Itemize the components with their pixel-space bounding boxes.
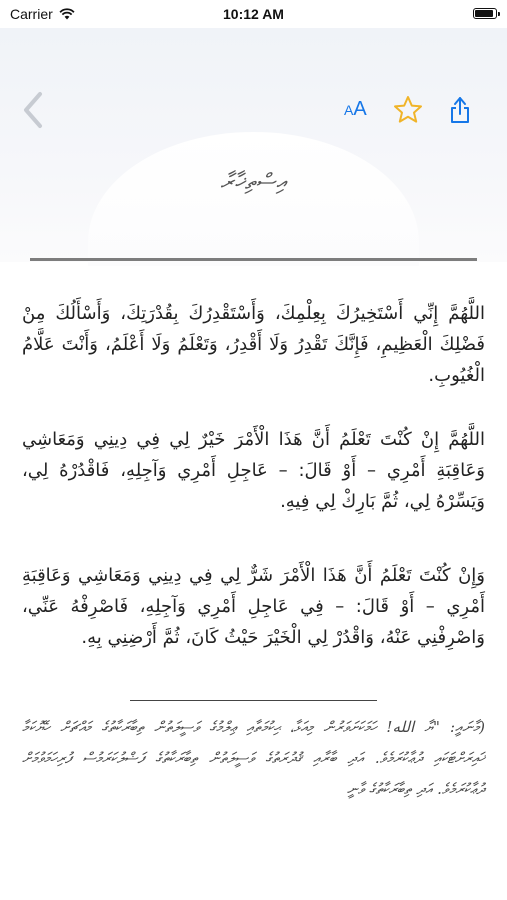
dua-title: އިސްތިޚާރާ — [220, 170, 287, 195]
clock: 10:12 AM — [223, 6, 284, 22]
status-bar — [0, 0, 507, 28]
dua-arabic-paragraph-3: وَإِنْ كُنْتَ تَعْلَمُ أَنَّ هَذَا الْأَمْرَ شَرٌّ لِي فِي دِينِي وَمَعَاشِي وَعَاقِبَةِ أَمْرِي – أَوْ قَالَ: – فِي عَاجِلِ أَمْرِي وَآجِلِهِ، فَاصْرِفْهُ عَنِّي، وَاصْرِفْنِي عَنْهُ، وَاقْدُرْ لِي الْخَيْرَ حَيْثُ كَانَ، ثُمَّ أَرْضِنِي بِهِ. — [22, 565, 485, 648]
text-size-label-big: A — [353, 98, 367, 120]
text-size-button[interactable] — [344, 98, 367, 121]
text-size-label-small: A — [344, 102, 354, 118]
favorite-button[interactable] — [392, 94, 424, 126]
chevron-left-icon — [14, 88, 50, 132]
battery-level-fill — [475, 10, 493, 17]
back-button[interactable] — [14, 88, 50, 132]
dua-arabic-paragraph-1: اللَّهُمَّ إِنِّي أَسْتَخِيرُكَ بِعِلْمِكَ، وَأَسْتَقْدِرُكَ بِقُدْرَتِكَ، وَأَسْأَلُكَ مِنْ فَضْلِكَ الْعَظِيمِ، فَإِنَّكَ تَقْدِرُ وَلَا أَقْدِرُ، وَتَعْلَمُ وَلَا أَعْلَمُ، وَأَنْتَ عَلَّامُ الْغُيُوبِ. — [22, 303, 485, 386]
title-divider — [30, 258, 477, 261]
battery-icon — [473, 8, 497, 19]
dua-arabic-paragraph-2: اللَّهُمَّ إِنْ كُنْتَ تَعْلَمُ أَنَّ هَذَا الْأَمْرَ خَيْرٌ لِي فِي دِينِي وَمَعَاشِي وَعَاقِبَةِ أَمْرِي – أَوْ قَالَ: – عَاجِلِ أَمْرِي وَآجِلِهِ، فَاقْدُرْهُ لِي، وَيَسِّرْهُ لِي، ثُمَّ بَارِكْ لِي فِيهِ. — [22, 429, 485, 512]
dua-translation: (މާނައީ: "ޔާ الله! ހަމަކަށަވަރުން މިއަޅާ، ޙިކުމަތާއި ޢިލްމުގެ ވަސީލަތުން ތިބާރަކާތުގެ މައްޗަށް ހެޔޮކަމާ ޚައިރަށްޓަކައި ދުޢާކުރަމެވެ. އަދި ބާރާއި ޤުދުރަތުގެ ވަސީލަތުން ތިބާރަކާތުގެ ފަޟްލުކަރަމުސް ފުރިހަމަވުމަށް ދުޢާކުރަމެވެ. އަދި ތިބާރަކާތުގެ ވާނީ — [22, 718, 485, 798]
share-icon — [446, 94, 474, 126]
carrier-label: Carrier — [10, 6, 53, 22]
translation-divider — [130, 700, 377, 701]
share-button[interactable] — [446, 94, 474, 126]
star-outline-icon — [392, 94, 424, 126]
